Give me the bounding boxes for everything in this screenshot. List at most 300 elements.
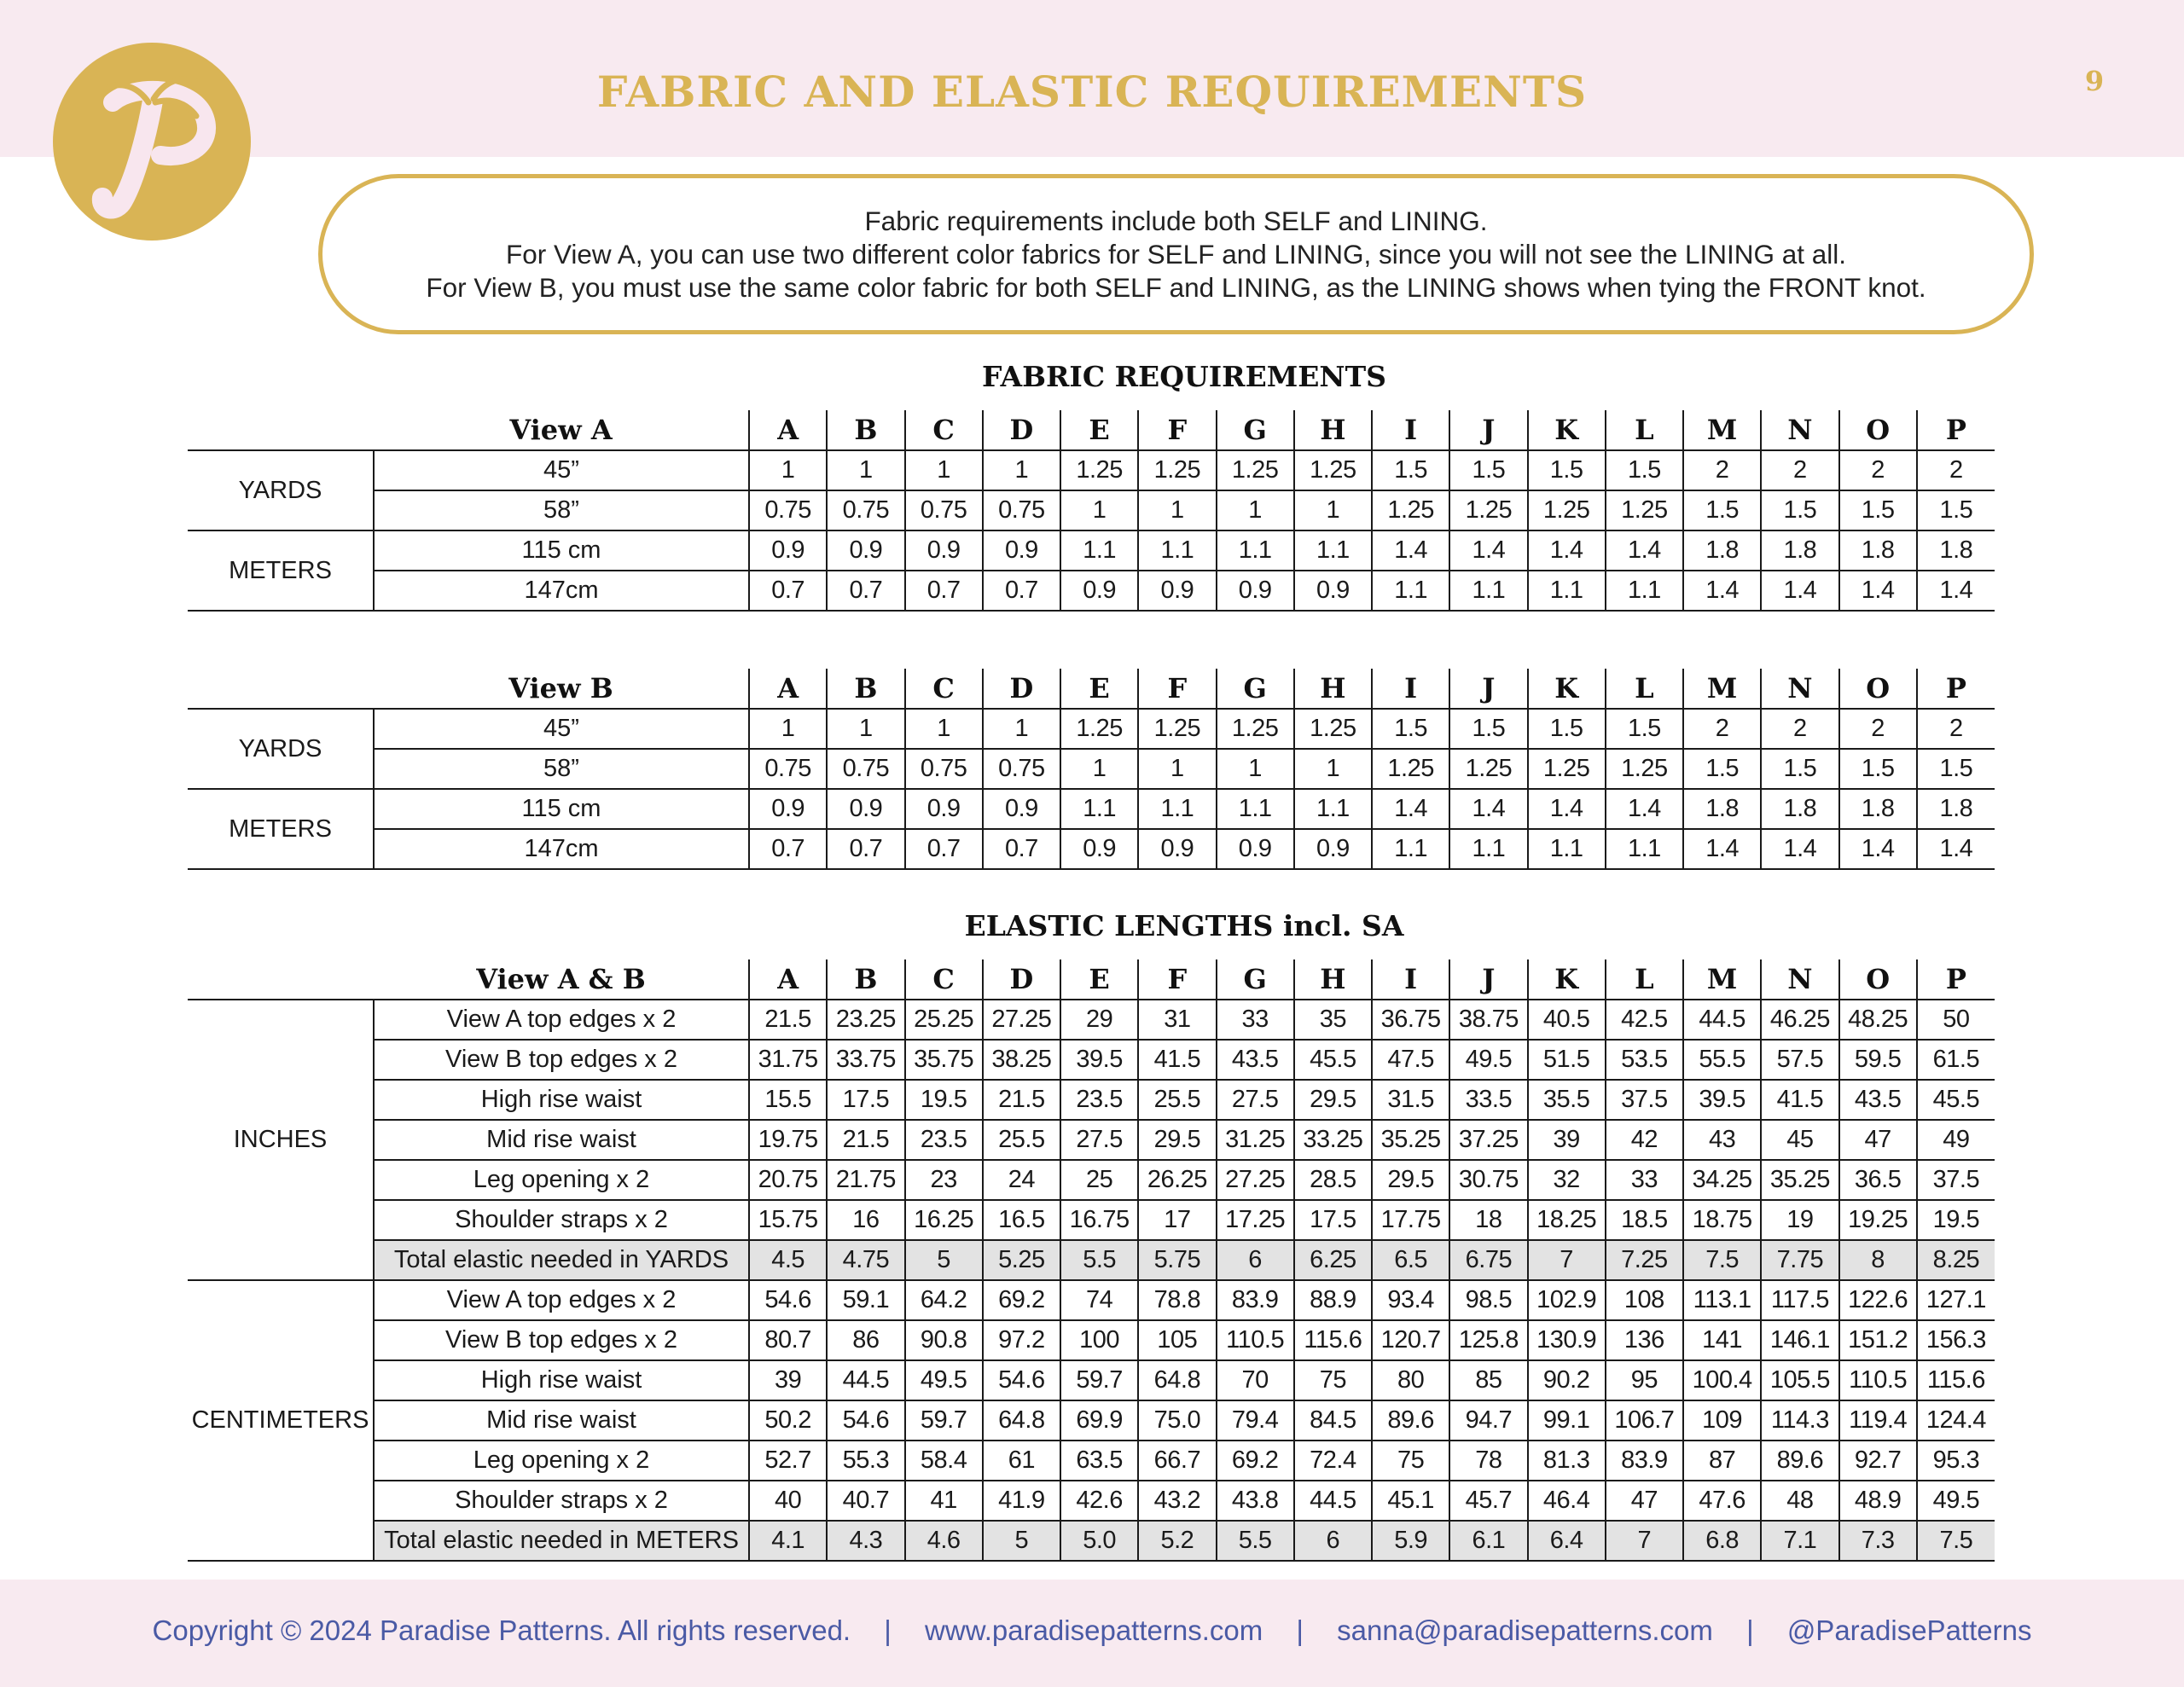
value-cell: 1.5: [1449, 450, 1527, 490]
value-cell: 0.7: [749, 571, 827, 611]
value-cell: 17.75: [1372, 1200, 1449, 1240]
value-cell: 50.2: [749, 1400, 827, 1441]
value-cell: 1.4: [1917, 829, 1995, 869]
value-cell: 27.5: [1060, 1120, 1138, 1160]
row-label: View B top edges x 2: [374, 1040, 749, 1080]
row-label: Mid rise waist: [374, 1400, 749, 1441]
footer-separator: |: [884, 1615, 892, 1646]
value-cell: 18.75: [1683, 1200, 1761, 1240]
value-cell: 1: [905, 709, 983, 749]
size-header: G: [1217, 410, 1294, 450]
value-cell: 40: [749, 1481, 827, 1521]
value-cell: 27.5: [1217, 1080, 1294, 1120]
view-label: View A & B: [374, 959, 749, 1000]
value-cell: 1.1: [1217, 530, 1294, 571]
value-cell: 23: [905, 1160, 983, 1200]
value-cell: 1.5: [1528, 450, 1606, 490]
value-cell: 59.1: [827, 1280, 904, 1320]
value-cell: 156.3: [1917, 1320, 1995, 1360]
value-cell: 90.8: [905, 1320, 983, 1360]
value-cell: 6: [1294, 1521, 1372, 1561]
table-row: [188, 749, 1995, 789]
size-header: C: [905, 669, 983, 709]
value-cell: 19.75: [749, 1120, 827, 1160]
value-cell: 1.25: [1060, 709, 1138, 749]
value-cell: 63.5: [1060, 1441, 1138, 1481]
value-cell: 100: [1060, 1320, 1138, 1360]
value-cell: 31: [1138, 1000, 1216, 1040]
value-cell: 1.4: [1761, 829, 1838, 869]
footer-separator: |: [1746, 1615, 1754, 1646]
value-cell: 0.9: [1060, 829, 1138, 869]
size-header: N: [1761, 669, 1838, 709]
value-cell: 0.9: [749, 789, 827, 829]
value-cell: 37.25: [1449, 1120, 1527, 1160]
value-cell: 29.5: [1294, 1080, 1372, 1120]
value-cell: 0.9: [827, 789, 904, 829]
value-cell: 1: [1060, 749, 1138, 789]
value-cell: 0.9: [905, 530, 983, 571]
value-cell: 45.7: [1449, 1481, 1527, 1521]
value-cell: 0.7: [983, 829, 1060, 869]
value-cell: 1.25: [1372, 490, 1449, 530]
value-cell: 27.25: [983, 1000, 1060, 1040]
value-cell: 42.5: [1606, 1000, 1683, 1040]
unit-group-label: METERS: [188, 789, 374, 869]
value-cell: 44.5: [1294, 1481, 1372, 1521]
value-cell: 29: [1060, 1000, 1138, 1040]
value-cell: 33.5: [1449, 1080, 1527, 1120]
value-cell: 23.5: [905, 1120, 983, 1160]
table-row: [188, 1160, 1995, 1200]
footer-website-link[interactable]: www.paradisepatterns.com: [925, 1615, 1263, 1646]
value-cell: 99.1: [1528, 1400, 1606, 1441]
value-cell: 2: [1917, 709, 1995, 749]
value-cell: 6: [1217, 1240, 1294, 1280]
value-cell: 109: [1683, 1400, 1761, 1441]
fabric-note-box: [318, 174, 2034, 334]
note-line: For View A, you can use two different color fabrics for SELF and LINING, since you will not see the LINING at all.: [505, 238, 1847, 270]
value-cell: 2: [1839, 709, 1917, 749]
value-cell: 0.9: [1138, 571, 1216, 611]
size-header: A: [749, 669, 827, 709]
value-cell: 58.4: [905, 1441, 983, 1481]
table-row: [188, 571, 1995, 611]
value-cell: 1.5: [1839, 490, 1917, 530]
value-cell: 90.2: [1528, 1360, 1606, 1400]
value-cell: 40.5: [1528, 1000, 1606, 1040]
value-cell: 1.4: [1683, 571, 1761, 611]
value-cell: 1.1: [1372, 571, 1449, 611]
value-cell: 69.9: [1060, 1400, 1138, 1441]
table-row: [188, 1080, 1995, 1120]
size-header: O: [1839, 669, 1917, 709]
row-label: 115 cm: [374, 789, 749, 829]
elastic-lengths-table: [188, 959, 1995, 1562]
value-cell: 29.5: [1372, 1160, 1449, 1200]
value-cell: 2: [1761, 709, 1838, 749]
value-cell: 66.7: [1138, 1441, 1216, 1481]
table-row: [188, 1200, 1995, 1240]
value-cell: 36.75: [1372, 1000, 1449, 1040]
size-header: I: [1372, 669, 1449, 709]
size-header: D: [983, 669, 1060, 709]
value-cell: 54.6: [749, 1280, 827, 1320]
value-cell: 130.9: [1528, 1320, 1606, 1360]
table-row: [188, 1280, 1995, 1320]
unit-group-label: YARDS: [188, 450, 374, 530]
value-cell: 0.9: [1294, 571, 1372, 611]
value-cell: 80: [1372, 1360, 1449, 1400]
value-cell: 1.4: [1606, 789, 1683, 829]
value-cell: 6.4: [1528, 1521, 1606, 1561]
value-cell: 1.5: [1839, 749, 1917, 789]
size-header: D: [983, 959, 1060, 1000]
value-cell: 18.5: [1606, 1200, 1683, 1240]
value-cell: 25: [1060, 1160, 1138, 1200]
value-cell: 16.5: [983, 1200, 1060, 1240]
value-cell: 1.4: [1839, 571, 1917, 611]
value-cell: 1.5: [1683, 749, 1761, 789]
value-cell: 2: [1683, 450, 1761, 490]
value-cell: 64.8: [983, 1400, 1060, 1441]
value-cell: 8.25: [1917, 1240, 1995, 1280]
table-row: [188, 1400, 1995, 1441]
value-cell: 34.25: [1683, 1160, 1761, 1200]
value-cell: 64.2: [905, 1280, 983, 1320]
value-cell: 32: [1528, 1160, 1606, 1200]
value-cell: 39: [1528, 1120, 1606, 1160]
value-cell: 59.5: [1839, 1040, 1917, 1080]
value-cell: 51.5: [1528, 1040, 1606, 1080]
value-cell: 45.1: [1372, 1481, 1449, 1521]
value-cell: 4.5: [749, 1240, 827, 1280]
value-cell: 5.25: [983, 1240, 1060, 1280]
size-header: P: [1917, 959, 1995, 1000]
value-cell: 124.4: [1917, 1400, 1995, 1441]
value-cell: 151.2: [1839, 1320, 1917, 1360]
footer-handle-link[interactable]: @ParadisePatterns: [1786, 1615, 2032, 1646]
value-cell: 75.0: [1138, 1400, 1216, 1441]
value-cell: 1.5: [1761, 490, 1838, 530]
row-label: 45”: [374, 709, 749, 749]
size-header: J: [1449, 959, 1527, 1000]
value-cell: 24: [983, 1160, 1060, 1200]
unit-group-label: METERS: [188, 530, 374, 611]
value-cell: 0.9: [827, 530, 904, 571]
row-label: 58”: [374, 749, 749, 789]
value-cell: 0.9: [1138, 829, 1216, 869]
value-cell: 33.75: [827, 1040, 904, 1080]
value-cell: 75: [1372, 1441, 1449, 1481]
value-cell: 146.1: [1761, 1320, 1838, 1360]
value-cell: 1.4: [1917, 571, 1995, 611]
value-cell: 1.25: [1138, 709, 1216, 749]
value-cell: 7.1: [1761, 1521, 1838, 1561]
value-cell: 1.1: [1138, 530, 1216, 571]
value-cell: 54.6: [983, 1360, 1060, 1400]
value-cell: 85: [1449, 1360, 1527, 1400]
value-cell: 37.5: [1917, 1160, 1995, 1200]
value-cell: 93.4: [1372, 1280, 1449, 1320]
size-header: E: [1060, 959, 1138, 1000]
value-cell: 43: [1683, 1120, 1761, 1160]
value-cell: 1.5: [1528, 709, 1606, 749]
blank-corner: [188, 669, 374, 709]
value-cell: 35.25: [1761, 1160, 1838, 1200]
value-cell: 0.75: [983, 749, 1060, 789]
footer: [0, 1615, 2184, 1647]
value-cell: 5.5: [1060, 1240, 1138, 1280]
value-cell: 6.1: [1449, 1521, 1527, 1561]
value-cell: 1.25: [1294, 709, 1372, 749]
value-cell: 49.5: [905, 1360, 983, 1400]
value-cell: 6.25: [1294, 1240, 1372, 1280]
value-cell: 92.7: [1839, 1441, 1917, 1481]
value-cell: 0.75: [749, 490, 827, 530]
value-cell: 0.7: [749, 829, 827, 869]
footer-copyright: Copyright © 2024 Paradise Patterns. All rights reserved.: [152, 1615, 851, 1646]
value-cell: 30.75: [1449, 1160, 1527, 1200]
value-cell: 5.0: [1060, 1521, 1138, 1561]
value-cell: 70: [1217, 1360, 1294, 1400]
value-cell: 23.5: [1060, 1080, 1138, 1120]
value-cell: 0.7: [905, 829, 983, 869]
value-cell: 1.25: [1606, 490, 1683, 530]
value-cell: 0.9: [983, 789, 1060, 829]
value-cell: 15.5: [749, 1080, 827, 1120]
value-cell: 46.4: [1528, 1481, 1606, 1521]
value-cell: 18.25: [1528, 1200, 1606, 1240]
row-label: High rise waist: [374, 1080, 749, 1120]
value-cell: 1.1: [1060, 789, 1138, 829]
value-cell: 41.5: [1138, 1040, 1216, 1080]
value-cell: 33: [1217, 1000, 1294, 1040]
size-header: M: [1683, 959, 1761, 1000]
value-cell: 0.75: [905, 749, 983, 789]
value-cell: 79.4: [1217, 1400, 1294, 1441]
row-label: Shoulder straps x 2: [374, 1200, 749, 1240]
value-cell: 94.7: [1449, 1400, 1527, 1441]
value-cell: 27.25: [1217, 1160, 1294, 1200]
value-cell: 1.8: [1761, 789, 1838, 829]
value-cell: 7.25: [1606, 1240, 1683, 1280]
size-header: I: [1372, 410, 1449, 450]
view-b-fabric-table: [188, 669, 1995, 870]
value-cell: 23.25: [827, 1000, 904, 1040]
value-cell: 0.9: [749, 530, 827, 571]
value-cell: 83.9: [1606, 1441, 1683, 1481]
value-cell: 7.75: [1761, 1240, 1838, 1280]
value-cell: 0.7: [827, 829, 904, 869]
value-cell: 31.75: [749, 1040, 827, 1080]
value-cell: 1.5: [1606, 450, 1683, 490]
value-cell: 49.5: [1917, 1481, 1995, 1521]
value-cell: 38.25: [983, 1040, 1060, 1080]
value-cell: 1.4: [1761, 571, 1838, 611]
value-cell: 1: [1138, 490, 1216, 530]
value-cell: 39: [749, 1360, 827, 1400]
value-cell: 47: [1606, 1481, 1683, 1521]
value-cell: 127.1: [1917, 1280, 1995, 1320]
value-cell: 120.7: [1372, 1320, 1449, 1360]
value-cell: 83.9: [1217, 1280, 1294, 1320]
value-cell: 43.8: [1217, 1481, 1294, 1521]
row-label: View B top edges x 2: [374, 1320, 749, 1360]
value-cell: 1: [749, 709, 827, 749]
value-cell: 1.25: [1372, 749, 1449, 789]
value-cell: 141: [1683, 1320, 1761, 1360]
size-header: N: [1761, 410, 1838, 450]
value-cell: 1.25: [1138, 450, 1216, 490]
value-cell: 1.1: [1294, 530, 1372, 571]
value-cell: 105.5: [1761, 1360, 1838, 1400]
table-row: [188, 1360, 1995, 1400]
value-cell: 50: [1917, 1000, 1995, 1040]
view-a-fabric-table: [188, 410, 1995, 612]
value-cell: 19.25: [1839, 1200, 1917, 1240]
table-row: [188, 450, 1995, 490]
value-cell: 1.1: [1217, 789, 1294, 829]
value-cell: 117.5: [1761, 1280, 1838, 1320]
value-cell: 5: [983, 1521, 1060, 1561]
value-cell: 89.6: [1761, 1441, 1838, 1481]
value-cell: 37.5: [1606, 1080, 1683, 1120]
value-cell: 1.8: [1683, 530, 1761, 571]
value-cell: 4.3: [827, 1521, 904, 1561]
value-cell: 6.5: [1372, 1240, 1449, 1280]
size-header: J: [1449, 669, 1527, 709]
value-cell: 43.5: [1839, 1080, 1917, 1120]
value-cell: 1.8: [1683, 789, 1761, 829]
value-cell: 39.5: [1060, 1040, 1138, 1080]
table-row: [188, 1441, 1995, 1481]
value-cell: 1.5: [1761, 749, 1838, 789]
value-cell: 1.1: [1294, 789, 1372, 829]
value-cell: 1: [1294, 749, 1372, 789]
value-cell: 100.4: [1683, 1360, 1761, 1400]
value-cell: 41: [905, 1481, 983, 1521]
value-cell: 19: [1761, 1200, 1838, 1240]
row-label: View A top edges x 2: [374, 1000, 749, 1040]
value-cell: 1.8: [1839, 530, 1917, 571]
size-header: H: [1294, 959, 1372, 1000]
table-row: [188, 1040, 1995, 1080]
value-cell: 1.25: [1217, 450, 1294, 490]
value-cell: 119.4: [1839, 1400, 1917, 1441]
size-header: B: [827, 410, 904, 450]
table-row: [188, 1521, 1995, 1561]
size-header: O: [1839, 410, 1917, 450]
value-cell: 136: [1606, 1320, 1683, 1360]
value-cell: 1.4: [1449, 789, 1527, 829]
blank-corner: [188, 959, 374, 1000]
value-cell: 33: [1606, 1160, 1683, 1200]
note-line: Fabric requirements include both SELF and LINING.: [864, 205, 1488, 236]
value-cell: 72.4: [1294, 1441, 1372, 1481]
size-header: C: [905, 410, 983, 450]
value-cell: 1: [983, 450, 1060, 490]
size-header: H: [1294, 669, 1372, 709]
value-cell: 0.7: [983, 571, 1060, 611]
value-cell: 0.75: [749, 749, 827, 789]
value-cell: 1.5: [1917, 749, 1995, 789]
value-cell: 5.75: [1138, 1240, 1216, 1280]
footer-email-link[interactable]: sanna@paradisepatterns.com: [1337, 1615, 1713, 1646]
value-cell: 46.25: [1761, 1000, 1838, 1040]
row-label: View A top edges x 2: [374, 1280, 749, 1320]
value-cell: 1.4: [1839, 829, 1917, 869]
value-cell: 1.1: [1606, 829, 1683, 869]
value-cell: 86: [827, 1320, 904, 1360]
value-cell: 1.1: [1528, 571, 1606, 611]
value-cell: 1: [1138, 749, 1216, 789]
size-header: B: [827, 669, 904, 709]
page-title: FABRIC AND ELASTIC REQUIREMENTS: [596, 67, 1588, 117]
size-header: N: [1761, 959, 1838, 1000]
value-cell: 47.6: [1683, 1481, 1761, 1521]
value-cell: 1.1: [1528, 829, 1606, 869]
value-cell: 1.5: [1449, 709, 1527, 749]
value-cell: 6.75: [1449, 1240, 1527, 1280]
value-cell: 55.3: [827, 1441, 904, 1481]
row-label: 58”: [374, 490, 749, 530]
value-cell: 1.1: [1606, 571, 1683, 611]
value-cell: 1.25: [1060, 450, 1138, 490]
size-header: C: [905, 959, 983, 1000]
value-cell: 88.9: [1294, 1280, 1372, 1320]
value-cell: 69.2: [983, 1280, 1060, 1320]
value-cell: 5.9: [1372, 1521, 1449, 1561]
value-cell: 52.7: [749, 1441, 827, 1481]
value-cell: 17.25: [1217, 1200, 1294, 1240]
value-cell: 1.8: [1917, 789, 1995, 829]
value-cell: 15.75: [749, 1200, 827, 1240]
value-cell: 57.5: [1761, 1040, 1838, 1080]
value-cell: 1: [983, 709, 1060, 749]
size-header: A: [749, 959, 827, 1000]
row-label: Leg opening x 2: [374, 1441, 749, 1481]
value-cell: 1.4: [1528, 789, 1606, 829]
page-number: 9: [2084, 65, 2105, 97]
size-header: L: [1606, 669, 1683, 709]
value-cell: 95: [1606, 1360, 1683, 1400]
value-cell: 54.6: [827, 1400, 904, 1441]
value-cell: 1.8: [1839, 789, 1917, 829]
value-cell: 95.3: [1917, 1441, 1995, 1481]
size-header: A: [749, 410, 827, 450]
row-label: Shoulder straps x 2: [374, 1481, 749, 1521]
value-cell: 42: [1606, 1120, 1683, 1160]
size-header: I: [1372, 959, 1449, 1000]
value-cell: 108: [1606, 1280, 1683, 1320]
value-cell: 1.25: [1528, 490, 1606, 530]
value-cell: 35: [1294, 1000, 1372, 1040]
value-cell: 81.3: [1528, 1441, 1606, 1481]
value-cell: 0.75: [827, 490, 904, 530]
value-cell: 0.75: [827, 749, 904, 789]
value-cell: 7.5: [1683, 1240, 1761, 1280]
size-header: L: [1606, 410, 1683, 450]
table-row: [188, 1320, 1995, 1360]
value-cell: 1: [827, 450, 904, 490]
value-cell: 41.5: [1761, 1080, 1838, 1120]
row-label: 147cm: [374, 829, 749, 869]
size-header: O: [1839, 959, 1917, 1000]
value-cell: 0.9: [905, 789, 983, 829]
value-cell: 4.6: [905, 1521, 983, 1561]
value-cell: 16.75: [1060, 1200, 1138, 1240]
